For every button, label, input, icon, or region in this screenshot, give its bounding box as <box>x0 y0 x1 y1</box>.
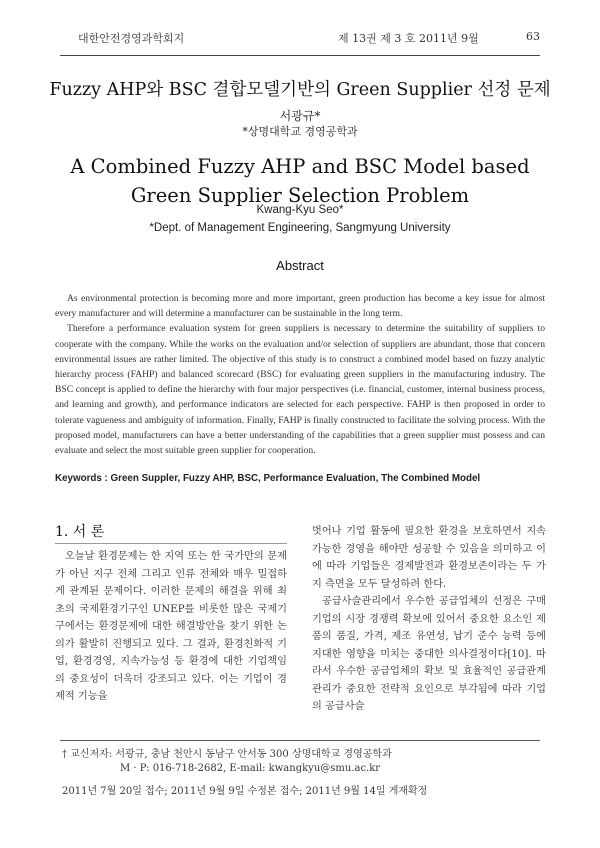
korean-affiliation: *상명대학교 경영공학과 <box>242 125 358 138</box>
abstract-heading: Abstract <box>276 258 324 273</box>
english-title: A Combined Fuzzy AHP and BSC Model based Green Supplier Selection Problem <box>70 155 530 207</box>
english-affiliation: *Dept. of Management Engineering, Sangmyung University <box>149 222 451 234</box>
abstract-paragraph-2: Therefore a performance evaluation system for green suppliers is necessary to determine the suitability of suppliers to cooperate with the company. While the works on the evaluation and/or selection of suppliers are abundant, those that concern environmental issues are rather limited. The objective of this study is to construct a combined model based on fuzzy analytic hierarchy process (FAHP) and balanced scorecard (BSC) for evaluating green suppliers in the manufacturing industry. The BSC concept is applied to define the hierarchy with four major perspectives (i.e. financial, customer, internal business process, and learning and growth), and performance indicators are selected for each perspective. FAHP is then proposed in order to tolerate vagueness and ambiguity of information. Finally, FAHP is finally constructed to facilitate the solving process. With the proposed model, manufacturers can have a better understanding of the capabilities that a green supplier must possess and can evaluate and select the most suitable green supplier for cooperation. <box>55 323 545 457</box>
footnote-rule <box>60 740 540 741</box>
intro-paragraph-1: 오늘날 환경문제는 한 지역 또는 한 국가만의 문제가 아닌 지구 전체 그리고 인류 전체와 매우 밀접하게 관계된 문제이다. 이러한 문제의 해결을 위해 최초의 국제환경기구인 UNEP를 비롯한 많은 국제기구에서는 환경문제에 대한 해결방안을 찾기 위한 논의가 활발히 진행되고 있다. 그 결과, 환경친화적 기업, 환경경영, 지속가능성 등 환경에 대한 기업책임의 중요성이 더욱더 강조되고 있다. 이는 기업이 경제적 기능을 <box>55 551 287 702</box>
left-column <box>55 548 287 706</box>
header-rule <box>60 55 540 56</box>
abstract-body <box>55 291 545 458</box>
korean-author: 서광규* <box>279 109 321 123</box>
footnote-contact: M · P: 016-718-2682, E-mail: kwangkyu@smu.ac.kr <box>120 763 381 774</box>
footnote-dates: 2011년 7월 20일 접수; 2011년 9월 9일 수정본 접수; 2011년 9월 14일 게재확정 <box>62 786 428 797</box>
intro-paragraph-2: 공급사슬관리에서 우수한 공급업체의 선정은 구매기업의 시장 경쟁력 확보에 있어서 중요한 요소인 제품의 품질, 가격, 제조 유연성, 납기 준수 능력 등에 지대한 영향을 미치는 중대한 의사결정이다[10]. 따라서 우수한 공급업체의 확보 및 효율적인 공급관계 관리가 중요한 전략적 요인으로 부각됨에 따라 기업의 공급사슬 <box>312 596 546 712</box>
keywords: Keywords : Green Suppler, Fuzzy AHP, BSC, Performance Evaluation, The Combined Model <box>55 473 481 484</box>
footnote-corresponding-author: † 교신저자: 서광규, 충남 천안시 동남구 안서동 300 상명대학교 경영공학과 <box>62 749 392 760</box>
section-rule <box>55 543 287 544</box>
abstract-paragraph-1: As environmental protection is becoming more and more important, green production has become a key issue for almost every manufacturer and will determine a manufacturer can be sustainable in the long term. <box>55 293 545 320</box>
issue-info: 제 13권 제 3 호 2011년 9월 <box>338 32 479 45</box>
intro-paragraph-continued: 벗어나 기업 활동에 필요한 환경을 보호하면서 지속가능한 경영을 해야만 성공할 수 있음을 의미하고 이에 따라 기업들은 경제발전과 환경보존이라는 두 가지 측면을 모두 달성하려 한다. <box>312 526 546 590</box>
page-number: 63 <box>526 30 540 43</box>
journal-name: 대한안전경영과학회지 <box>78 32 185 45</box>
running-header <box>60 30 540 48</box>
right-column <box>312 523 546 716</box>
english-author: Kwang-Kyu Seo* <box>256 204 344 216</box>
korean-title: Fuzzy AHP와 BSC 결합모델기반의 Green Supplier 선정 문제 <box>49 80 551 100</box>
section-title: 1. 서 론 <box>55 524 105 540</box>
